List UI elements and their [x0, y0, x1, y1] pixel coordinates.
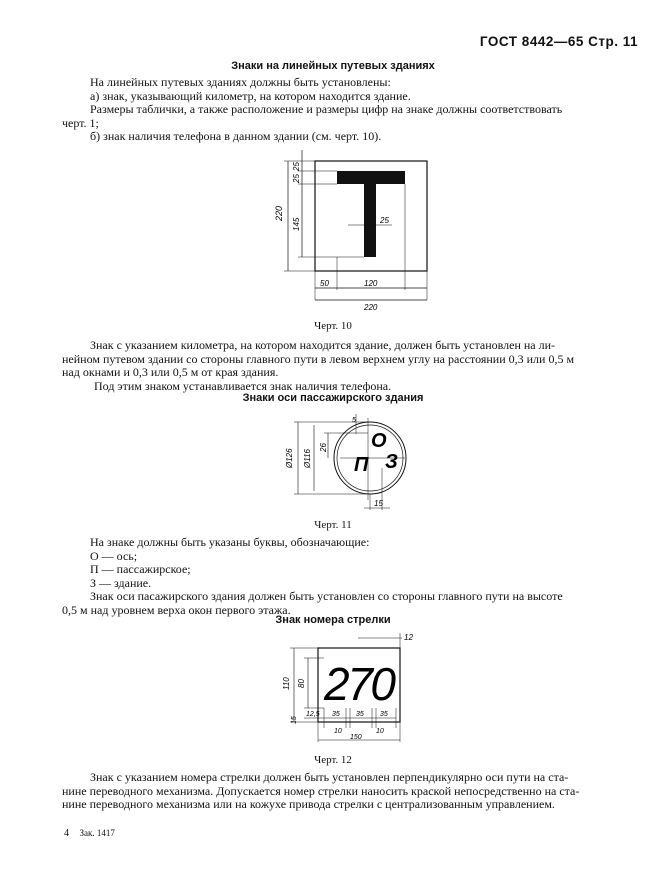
text-line: Знак оси пасажирского здания должен быть установлен со стороны главного пути на высоте — [90, 589, 563, 603]
dim-12: 12 — [404, 633, 413, 642]
figure-12-switch-number-sign — [280, 628, 420, 744]
page-header: ГОСТ 8442—65 Стр. 11 — [479, 34, 638, 49]
dim-diameter-116: Ø116 — [303, 449, 312, 468]
dim-15: 15 — [374, 499, 383, 508]
dim-25-stem: 25 — [380, 216, 389, 225]
text-line: З — здание. — [90, 575, 152, 590]
text-line: нейном путевом здании со стороны главного пути в левом верхнем углу на расстоянии 0,3 или 0,5 м — [62, 351, 575, 366]
letter-o: О — [371, 430, 387, 452]
figure-12-caption: Черт. 12 — [314, 754, 352, 766]
text-line: На знаке должны быть указаны буквы, обозначающие: — [90, 535, 370, 549]
letter-t-stem — [364, 184, 376, 257]
section1-text — [62, 75, 630, 144]
dim-220-horizontal: 220 — [364, 303, 378, 312]
dim-26: 26 — [319, 443, 328, 452]
dim-150: 150 — [350, 734, 362, 741]
dim-25-bar: 25 — [292, 174, 301, 183]
text-line: Знак с указанием километра, на котором находится здание, должен быть установлен на ли- — [90, 338, 556, 352]
letter-p: П — [354, 454, 369, 476]
figure-10-telephone-sign — [260, 145, 440, 315]
text-line: На линейных путевых зданиях должны быть установлены: — [90, 75, 391, 89]
text-line: черт. 1; — [62, 115, 99, 130]
dim-10-first: 10 — [334, 728, 342, 735]
figure-11-caption: Черт. 11 — [314, 519, 352, 531]
dim-120: 120 — [364, 279, 378, 288]
dim-145: 145 — [292, 217, 301, 231]
dim-50: 50 — [320, 279, 329, 288]
text-line: а) знак, указывающий километр, на котором находится здание. — [90, 88, 411, 103]
switch-number: 270 — [324, 658, 396, 710]
text-line: Размеры таблички, а также расположение и размеры цифр на знаке должны соответствовать — [90, 102, 563, 116]
dim-110: 110 — [282, 677, 291, 690]
dim-25-top: 25 — [292, 162, 301, 171]
text-line: П — пассажирское; — [90, 562, 191, 576]
dim-10-second: 10 — [376, 728, 384, 735]
dim-80: 80 — [297, 679, 306, 688]
paragraph-2 — [62, 338, 630, 393]
dim-35-third: 35 — [380, 711, 388, 718]
paragraph-3 — [62, 535, 630, 617]
dim-12-5: 12,5 — [306, 711, 320, 718]
page-footer — [64, 828, 115, 839]
print-order-note: Зак. 1417 — [79, 828, 115, 838]
section-title-switch-number: Знак номера стрелки — [275, 614, 391, 626]
dim-35-second: 35 — [356, 711, 364, 718]
section-title-passenger-axis: Знаки оси пассажирского здания — [242, 392, 424, 404]
dim-220-vertical: 220 — [274, 205, 284, 221]
text-line: над окнами и 0,3 или 0,5 м от края здания. — [62, 365, 279, 379]
text-line: О — ось; — [90, 548, 138, 563]
figure-11-passenger-axis-sign — [270, 408, 420, 516]
text-line: б) знак наличия телефона в данном здании (см. черт. 10). — [90, 129, 382, 143]
text-line: Знак с указанием номера стрелки должен быть установлен перпендикулярно оси пути на ста- — [90, 770, 569, 784]
letter-z: З — [385, 451, 398, 473]
dim-5: 5 — [352, 417, 356, 424]
dim-15: 15 — [291, 716, 298, 724]
dim-35-first: 35 — [332, 711, 340, 718]
paragraph-4 — [62, 770, 630, 812]
letter-t-bar — [337, 171, 405, 184]
dim-diameter-126: Ø126 — [285, 448, 294, 468]
text-line: 0,5 м над уровнем верха окон первого этажа. — [62, 602, 291, 617]
text-line: нине переводного механизма или на кожухе привода стрелки с централизованным управлением. — [62, 797, 555, 811]
page-number: 4 — [64, 828, 69, 839]
text-line: Под этим знаком устанавливается знак наличия телефона. — [94, 378, 392, 393]
section-title-linear-buildings: Знаки на линейных путевых зданиях — [231, 60, 435, 72]
figure-10-caption: Черт. 10 — [314, 320, 352, 332]
text-line: нине переводного механизма. Допускается номер стрелки наносить краской непосредственно на ста- — [62, 783, 580, 798]
